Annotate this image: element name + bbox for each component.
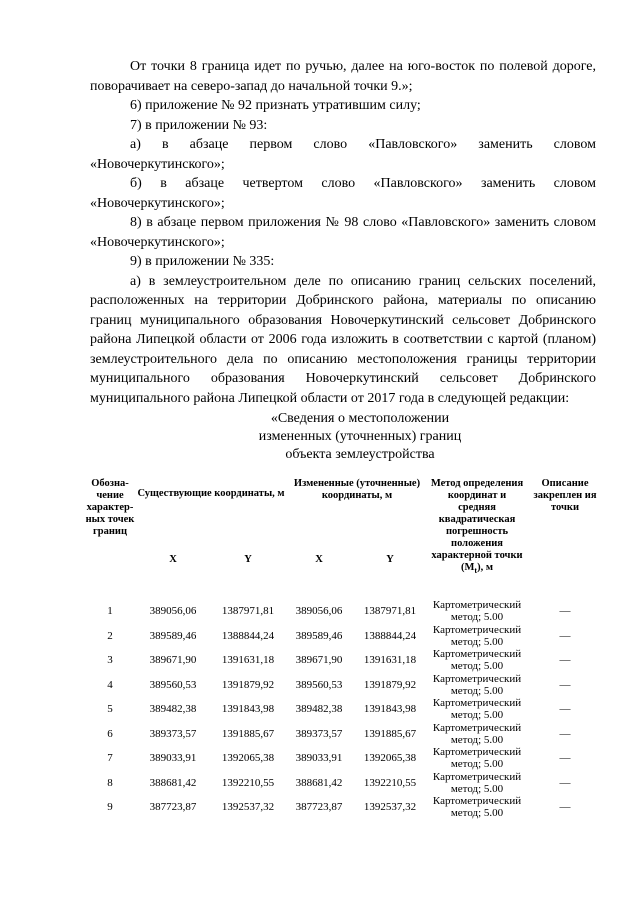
section-title-line-1: «Сведения о местоположении xyxy=(270,411,450,426)
paragraph-item-7a: а) в абзаце первом слово «Павловского» заменить словом «Новочеркутинского»; xyxy=(90,137,596,172)
paragraph-item-8: 8) в абзаце первом приложения № 98 слово «Павловского» заменить словом «Новочеркутинского»; xyxy=(90,215,596,250)
cell-changed-x: 388681,42 xyxy=(295,776,343,789)
cell-existing-x: 389482,38 xyxy=(149,703,197,716)
cell-existing-y: 1391885,67 xyxy=(221,727,275,740)
header-point: Обозна-чение характер-ных точек границ xyxy=(85,478,135,537)
cell-changed-y: 1387971,81 xyxy=(363,605,417,618)
table-row xyxy=(84,697,604,722)
cell-changed-x: 387723,87 xyxy=(295,801,343,814)
cell-point-number: 1 xyxy=(107,605,113,618)
cell-existing-x: 389671,90 xyxy=(149,654,197,667)
cell-changed-x: 389373,57 xyxy=(295,727,343,740)
header-description: Описание закреплен ия точки xyxy=(533,478,597,513)
header-method-sub: t xyxy=(474,566,478,576)
cell-description: — xyxy=(559,752,571,765)
coordinates-table xyxy=(84,478,604,820)
cell-method: Картометрический метод; 5.00 xyxy=(432,599,522,624)
table-row xyxy=(84,795,604,820)
cell-changed-y: 1392065,38 xyxy=(363,752,417,765)
cell-description: — xyxy=(559,703,571,716)
body-text xyxy=(90,57,596,408)
table-body xyxy=(84,599,604,820)
cell-existing-x: 387723,87 xyxy=(149,801,197,814)
cell-description: — xyxy=(559,605,571,618)
cell-changed-x: 389589,46 xyxy=(295,629,343,642)
cell-method: Картометрический метод; 5.00 xyxy=(432,623,522,648)
cell-point-number: 5 xyxy=(107,703,113,716)
cell-changed-x: 389671,90 xyxy=(295,654,343,667)
cell-existing-y: 1388844,24 xyxy=(221,629,275,642)
cell-changed-x: 389560,53 xyxy=(295,678,343,691)
cell-description: — xyxy=(559,654,571,667)
cell-point-number: 4 xyxy=(107,678,113,691)
cell-point-number: 7 xyxy=(107,752,113,765)
table-header-row xyxy=(84,478,604,554)
cell-point-number: 3 xyxy=(107,654,113,667)
table-row xyxy=(84,722,604,747)
cell-existing-y: 1391843,98 xyxy=(221,703,275,716)
cell-method: Картометрический метод; 5.00 xyxy=(432,746,522,771)
section-title-line-2: измененных (уточненных) границ xyxy=(258,429,462,444)
cell-changed-y: 1391879,92 xyxy=(363,678,417,691)
header-method-mt: (M xyxy=(461,562,475,573)
paragraph-item-7b: б) в абзаце четвертом слово «Павловского» заменить словом «Новочеркутинского»; xyxy=(90,176,596,211)
table-row xyxy=(84,648,604,673)
cell-changed-y: 1391631,18 xyxy=(363,654,417,667)
paragraph-item-7: 7) в приложении № 93: xyxy=(130,117,268,133)
cell-existing-y: 1392537,32 xyxy=(221,801,275,814)
cell-changed-x: 389482,38 xyxy=(295,703,343,716)
cell-description: — xyxy=(559,678,571,691)
cell-changed-y: 1391843,98 xyxy=(363,703,417,716)
header-changed-y: Y xyxy=(386,554,394,565)
header-changed-coordinates: Измененные (уточненные) координаты, м xyxy=(293,478,421,501)
paragraph-item-6: 6) приложение № 92 признать утратившим силу; xyxy=(130,98,421,113)
cell-existing-y: 1387971,81 xyxy=(221,605,275,618)
cell-method: Картометрический метод; 5.00 xyxy=(432,672,522,697)
section-title xyxy=(150,410,570,464)
cell-method: Картометрический метод; 5.00 xyxy=(432,795,522,820)
paragraph-item-9: 9) в приложении № 335: xyxy=(130,254,275,269)
cell-existing-x: 389589,46 xyxy=(149,629,197,642)
cell-description: — xyxy=(559,727,571,740)
cell-point-number: 6 xyxy=(107,727,113,740)
cell-changed-x: 389056,06 xyxy=(295,605,343,618)
cell-changed-y: 1392210,55 xyxy=(363,776,417,789)
cell-changed-y: 1388844,24 xyxy=(363,629,417,642)
cell-existing-y: 1392210,55 xyxy=(221,776,275,789)
cell-point-number: 2 xyxy=(107,629,113,642)
section-title-line-3: объекта землеустройства xyxy=(285,447,435,462)
cell-point-number: 9 xyxy=(107,801,113,814)
cell-description: — xyxy=(559,629,571,642)
header-method-unit: ), м xyxy=(477,562,493,573)
cell-changed-y: 1391885,67 xyxy=(363,727,417,740)
cell-description: — xyxy=(559,776,571,789)
header-method xyxy=(428,478,526,577)
cell-existing-x: 389373,57 xyxy=(149,727,197,740)
paragraph-point-8-boundary: От точки 8 граница идет по ручью, далее на юго-восток по полевой дороге, поворачивает на северо-запад до начальной точки 9.»; xyxy=(90,59,596,94)
header-method-text: Метод определения координат и средняя квадратическая погрешность положения характерной точки xyxy=(430,478,524,561)
header-existing-coordinates: Существующие координаты, м xyxy=(137,488,285,499)
table-row xyxy=(84,746,604,771)
header-changed-x: X xyxy=(315,554,323,565)
paragraph-item-9a: а) в землеустроительном деле по описанию границ сельских поселений, расположенных на территории Добринского района, материалы по описанию границ муниципального образования Новочеркутинский сельсовет Добринского района Липецкой области от 2006 года изложить в соответствии с картой (планом) землеустроительного дела по описанию местоположения границы территории муниципального образования Новочеркутинский сельсовет Добринского муниципального района Липецкой области от 2017 года в следующей редакции: xyxy=(90,273,596,406)
cell-point-number: 8 xyxy=(107,776,113,789)
cell-existing-y: 1391631,18 xyxy=(221,654,275,667)
cell-existing-y: 1391879,92 xyxy=(221,678,275,691)
cell-existing-x: 389033,91 xyxy=(149,752,197,765)
table-row xyxy=(84,771,604,796)
cell-existing-x: 388681,42 xyxy=(149,776,197,789)
cell-method: Картометрический метод; 5.00 xyxy=(432,770,522,795)
table-row xyxy=(84,673,604,698)
cell-method: Картометрический метод; 5.00 xyxy=(432,697,522,722)
cell-existing-y: 1392065,38 xyxy=(221,752,275,765)
cell-existing-x: 389560,53 xyxy=(149,678,197,691)
header-existing-x: X xyxy=(169,554,177,565)
table-row xyxy=(84,624,604,649)
cell-existing-x: 389056,06 xyxy=(149,605,197,618)
cell-method: Картометрический метод; 5.00 xyxy=(432,721,522,746)
header-existing-y: Y xyxy=(244,554,252,565)
cell-changed-x: 389033,91 xyxy=(295,752,343,765)
cell-method: Картометрический метод; 5.00 xyxy=(432,648,522,673)
cell-changed-y: 1392537,32 xyxy=(363,801,417,814)
table-row xyxy=(84,599,604,624)
cell-description: — xyxy=(559,801,571,814)
